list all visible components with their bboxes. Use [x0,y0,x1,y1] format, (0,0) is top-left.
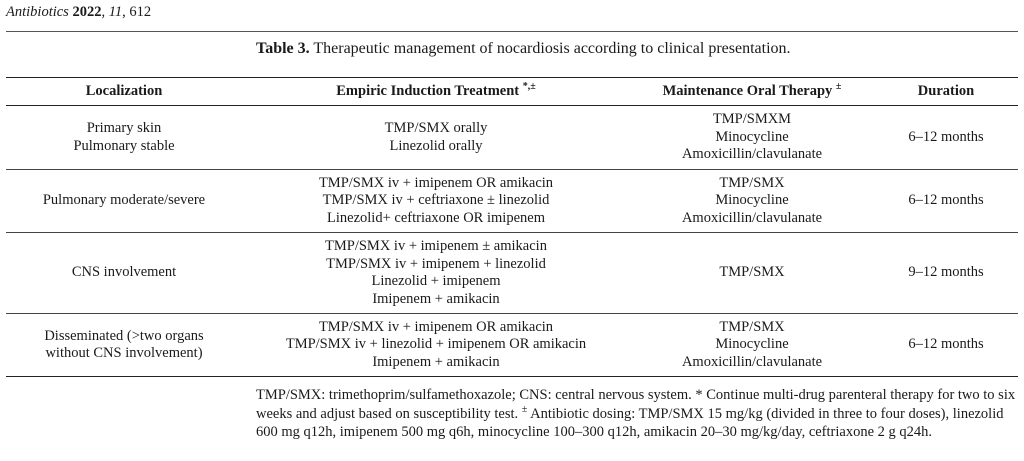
footnote-dosing: Antibiotic dosing: TMP/SMX 15 mg/kg (divided in three to four doses), linezolid 600 mg q12h, imipenem 500 mg q6h, minocycline 100–300 q12h, amikacin 20–30 mg/kg/day, ceftriaxone 2 g q24h. [256,405,1004,440]
table-row [6,106,1018,170]
cell-empiric: TMP/SMX iv + imipenem ± amikacin TMP/SMX iv + imipenem + linezolid Linezolid + imipenem Imipenem + amikacin [325,238,547,307]
caption-label: Table 3. [256,40,310,57]
header-empiric-mark: *,± [522,80,536,92]
journal-page: 612 [129,4,152,20]
table-header-row [6,78,1018,106]
table-row [6,233,1018,314]
cell-empiric: TMP/SMX iv + imipenem OR amikacin TMP/SMX iv + linezolid + imipenem OR amikacin Imipenem + amikacin [285,318,587,370]
header-maintenance-mark: ± [835,80,842,92]
cell-duration: 6–12 months [908,128,984,145]
cell-localization: Primary skin Pulmonary stable [73,120,175,154]
cell-empiric: TMP/SMX iv + imipenem OR amikacin TMP/SMX iv + ceftriaxone ± linezolid Linezolid+ ceftriaxone OR imipenem [318,174,554,226]
header-maintenance: Maintenance Oral Therapy ± [630,78,874,106]
cell-localization: CNS involvement [71,264,177,281]
table-row [6,314,1018,377]
cell-maintenance: TMP/SMX [719,264,785,281]
journal-volume: 11 [108,4,123,20]
table-row [6,170,1018,233]
header-empiric: Empiric Induction Treatment *,± [242,78,630,106]
cell-maintenance: TMP/SMX Minocycline Amoxicillin/clavulanate [681,318,823,370]
cell-duration: 9–12 months [908,264,984,281]
cell-empiric: TMP/SMX orally Linezolid orally [384,120,488,154]
footnote-mark: ± [521,403,528,415]
cell-localization: Pulmonary moderate/severe [42,192,206,209]
table-caption [256,40,791,58]
journal-name: Antibiotics [6,4,69,20]
cell-localization: Disseminated (>two organs without CNS involvement) [44,327,204,361]
caption-text: Therapeutic management of nocardiosis according to clinical presentation. [313,40,791,57]
cell-maintenance: TMP/SMX Minocycline Amoxicillin/clavulanate [681,174,823,226]
journal-year: 2022 [72,4,102,20]
cell-duration: 6–12 months [908,192,984,209]
top-rule [6,31,1018,32]
table-footnote [256,386,1020,442]
cell-duration: 6–12 months [908,336,984,353]
therapy-table [6,77,1018,377]
journal-citation: Antibiotics 2022, 11, 612 [6,4,152,20]
header-duration: Duration [874,78,1018,106]
footnote-abbreviations: TMP/SMX: trimethoprim/sulfamethoxazole; CNS: central nervous system. * Continue multi-drug parenteral therapy for two to six weeks and adjust based on susceptibility test. [256,387,1016,422]
header-localization: Localization [6,78,242,106]
cell-maintenance: TMP/SMXM Minocycline Amoxicillin/clavulanate [681,111,823,163]
